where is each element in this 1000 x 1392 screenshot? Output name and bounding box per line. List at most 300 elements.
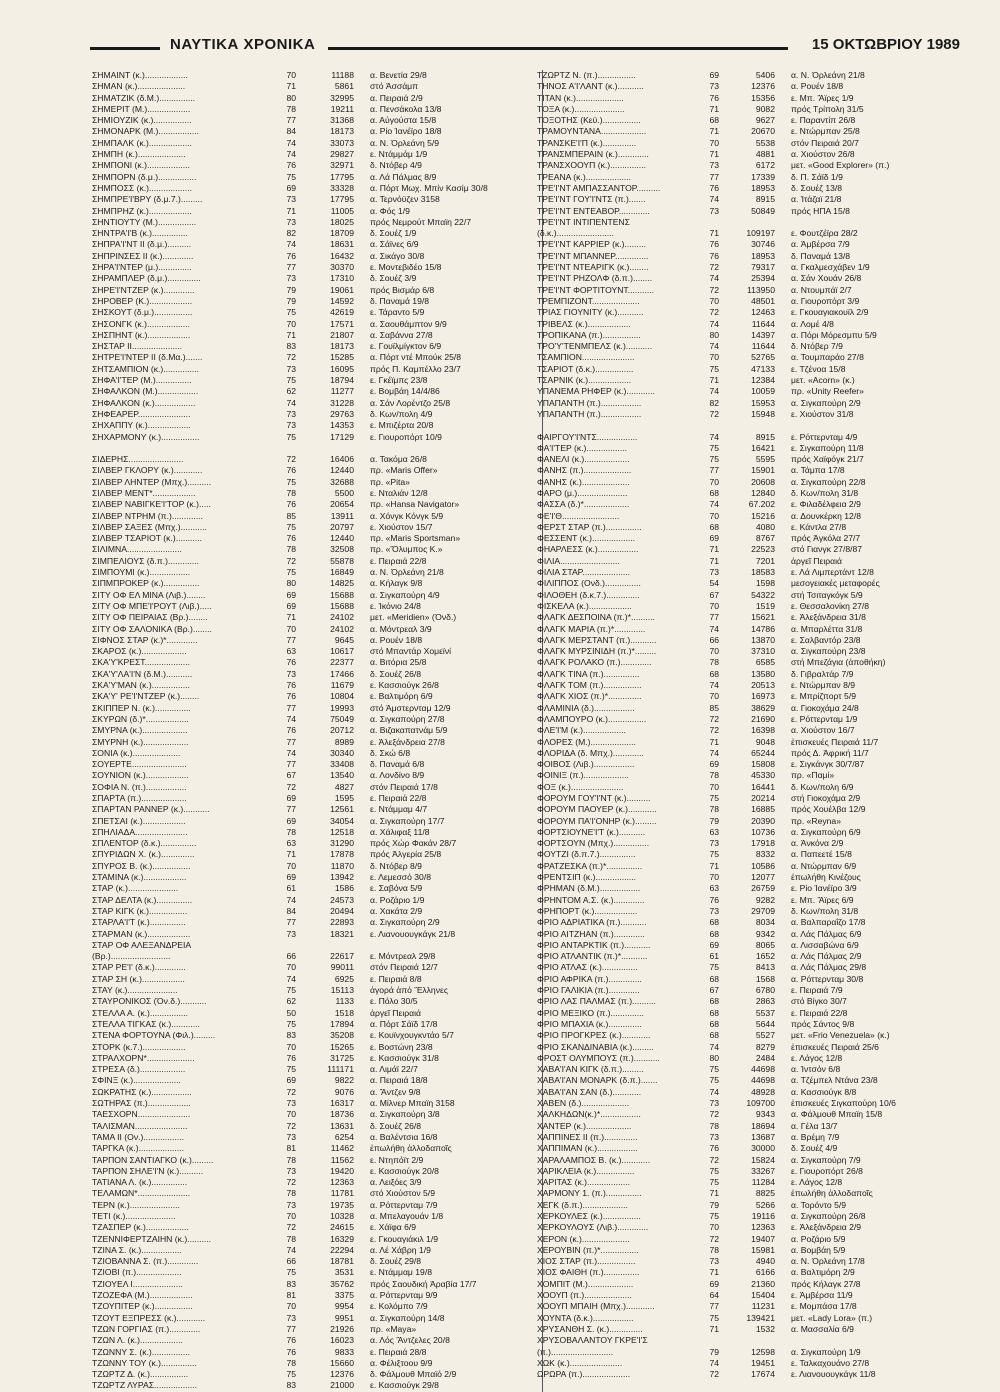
tonnage	[296, 940, 354, 951]
ship-name: ΦΟΡΟΥΜ ΠΑΟΥΕΡ (κ.)............	[537, 804, 657, 815]
ship-position: α. Βαλτιμόρη 2/9	[791, 1267, 855, 1278]
ship-position: ἐπισκευές Σιγκαπούρη 10/6	[791, 1098, 896, 1109]
build-year: 74	[286, 973, 296, 984]
tonnage: 8034	[755, 917, 775, 928]
ship-entry	[92, 1380, 542, 1391]
build-year: 76	[286, 533, 296, 544]
build-year: 74	[709, 194, 719, 205]
ship-position: πρός Ἀγκόλα 27/7	[791, 533, 861, 544]
ship-entry	[92, 206, 542, 217]
build-year: 68	[709, 973, 719, 984]
ship-entry	[92, 1324, 542, 1335]
ship-name: ΣΗΜΠΗ (κ.)....................	[92, 149, 186, 160]
ship-name: ΦΡΑΤΖΕΣΚΑ (π.)*...............	[537, 860, 643, 871]
tonnage: 20513	[751, 680, 775, 691]
ship-name: ΤΑΕΣΧΟΡΝ......................	[92, 1109, 191, 1120]
ship-entry	[537, 601, 957, 612]
ship-position: α. Σάν Χουάν 26/8	[791, 273, 862, 284]
tonnage: 12840	[751, 487, 775, 498]
ship-entry	[92, 1166, 542, 1177]
ship-name: ΣΙΜΠΕΛΙΟΥΣ (δ.π.).............	[92, 555, 200, 566]
ship-name: ΣΤΡΕΣΑ (δ.)...................	[92, 1064, 186, 1075]
ship-name: ΣΗΝΤΙΟΥΤΥ (Μ.)................	[92, 216, 197, 227]
ship-entry	[92, 420, 542, 431]
tonnage: 11562	[330, 1154, 354, 1165]
ship-position: α. Τορόντο 5/9	[791, 1199, 847, 1210]
build-year: 75	[286, 307, 296, 318]
ship-name: ΧΕΡΚΟΥΛΟΥΣ (Λιβ.).............	[537, 1222, 649, 1233]
tonnage: 1598	[755, 578, 775, 589]
ship-position: δ. Ντόβερ 7/9	[791, 341, 843, 352]
ship-name: ΧΑΒΑ'Ι'ΑΝ ΜΟΝΑΡΚ (δ.π.).......	[537, 1075, 658, 1086]
ship-entry	[537, 895, 957, 906]
ship-entry	[537, 296, 957, 307]
ship-position: ε. Λιανουουγκάγκ 21/8	[370, 928, 456, 939]
tonnage: 9342	[755, 928, 775, 939]
ship-position: ε. Φουτζέϊρα 28/2	[791, 228, 858, 239]
tonnage: 17795	[330, 171, 354, 182]
ship-name: ΤΣΑΡΝΙΚ (κ.)..................	[537, 375, 632, 386]
build-year: 70	[709, 510, 719, 521]
build-year: 75	[286, 171, 296, 182]
ship-position: δ. Φάλμουθ Μπαϊό 2/9	[370, 1369, 457, 1380]
tonnage: 24102	[330, 612, 354, 623]
ship-position: ε. Ρόττερνταμ 4/9	[791, 431, 858, 442]
ship-position: α. Λάς Πάλμας 29/8	[791, 962, 867, 973]
tonnage: 8825	[755, 1188, 775, 1199]
build-year: 68	[709, 487, 719, 498]
ship-position: δ. Κων/πολη 6/9	[791, 781, 854, 792]
tonnage: 19451	[751, 1357, 775, 1368]
build-year: 82	[709, 397, 719, 408]
tonnage: 11644	[751, 341, 775, 352]
ship-entry	[537, 138, 957, 149]
ship-name: ΣΠΥΡΟΣ Β. (κ.)................	[92, 860, 191, 871]
tonnage: 10617	[330, 646, 354, 657]
ship-position: μετ. «Meridien» (Ὀνδ.)	[370, 612, 457, 623]
build-year: 72	[709, 713, 719, 724]
tonnage: 5644	[755, 1018, 775, 1029]
ship-name: ΣΙΤΥ ΟΦ ΠΕΙΡΑΙΑΣ (Βρ.)........	[92, 612, 208, 623]
ship-position: α. Πειραιά 18/8	[370, 1075, 428, 1086]
tonnage: 75049	[330, 713, 354, 724]
ship-entry	[537, 239, 957, 250]
ship-position: δ. Ντόβερ 4/9	[370, 160, 422, 171]
tonnage: 1518	[334, 1007, 354, 1018]
ship-position: πρ. «Παμί»	[791, 770, 835, 781]
tonnage: 12077	[751, 872, 775, 883]
build-year: 80	[286, 92, 296, 103]
ship-entry	[92, 1132, 542, 1143]
ship-name: ΣΗΤΣΑΜΠΙΟΝ (κ.)...............	[92, 363, 200, 374]
ship-name: ΣΤΑΡ ΔΕΛΤΑ (κ.)...............	[92, 894, 193, 905]
ship-name: ΤΟΞΟΤΗΣ (Κεϋ.)................	[537, 115, 641, 126]
ship-position: α. Λιμάϊ 22/7	[370, 1064, 418, 1075]
ship-position: ε. Μπ. Ἄϊρες 6/9	[791, 894, 854, 905]
ship-entry	[92, 1301, 542, 1312]
ship-position: α. Ν. Ὀρλεάνη 17/8	[791, 1256, 865, 1267]
build-year: 70	[709, 476, 719, 487]
ship-position: ἀργεῖ Πειραιά	[791, 555, 842, 566]
ship-position: ε. Λιανουουγκάγκ 11/8	[791, 1369, 876, 1380]
ship-name: ΣΗΜΑΤΖΙΚ (δ.Μ.)...............	[92, 92, 196, 103]
build-year: 78	[286, 487, 296, 498]
ship-position	[775, 1335, 957, 1346]
ship-name: ΧΑΡΙΤΑΣ (κ.)..................	[537, 1177, 631, 1188]
ship-position: ε. Ἀλεξάνδρεια 27/8	[370, 736, 445, 747]
tonnage: 5406	[755, 70, 775, 80]
tonnage: 99011	[330, 962, 354, 973]
tonnage: 15901	[751, 465, 775, 476]
ship-name: ΣΙΤΥ ΟΦ ΕΛ ΜΙΝΑ (Λιβ.)........	[92, 589, 206, 600]
build-year: 78	[709, 657, 719, 668]
ship-entry	[92, 273, 542, 284]
ship-entry	[537, 409, 957, 420]
build-year: 73	[709, 1098, 719, 1109]
tonnage: 31725	[330, 1052, 354, 1063]
ship-name: ΦΛΑΜΙΝΙΑ (δ.).................	[537, 702, 635, 713]
ship-position: πρός Χώρ Φακάν 28/7	[370, 838, 457, 849]
ship-name: ΤΑΡΓΚΑ (κ.)...................	[92, 1143, 184, 1154]
build-year: 76	[709, 894, 719, 905]
ship-position: α. Ροζάριο 5/9	[791, 1233, 846, 1244]
ship-entry	[92, 680, 542, 691]
ship-name: ΣΙΔΕΡΗΣ.......................	[92, 454, 184, 465]
ship-position: α. Λειξόες 3/9	[370, 1177, 422, 1188]
build-year: 78	[286, 1154, 296, 1165]
tonnage: 21807	[330, 329, 354, 340]
tonnage: 22617	[330, 951, 354, 962]
ship-name: ΦΟΙΝΙΞ (π.)...................	[537, 770, 629, 781]
ship-entry	[92, 985, 542, 996]
ship-name: ΦΑ'Ι'ΤΕΡ (κ.).................	[537, 442, 627, 453]
ship-position: α. Πόρι Μόρεσμπυ 5/9	[791, 329, 877, 340]
ship-entry	[92, 375, 542, 386]
ship-name: ΦΛΑΓΚ ΜΑΡΙΑ (π.)*.............	[537, 623, 646, 634]
tonnage: 65244	[751, 747, 775, 758]
ship-name: ΣΗΜΟΝΑΡΚ (Μ.).................	[92, 126, 200, 137]
ship-entry	[537, 748, 957, 759]
ship-position: ε. Πειραιά 22/8	[370, 793, 427, 803]
tonnage: 33267	[751, 1165, 775, 1176]
ship-name: ΣΠΑΡΤΑ (π.)...................	[92, 793, 187, 803]
build-year: 74	[709, 1041, 719, 1052]
ship-name: ΣΙΛΒΕΡ ΣΑΞΕΣ (Μπχ.)...........	[92, 521, 207, 532]
ship-name: ΣΗΠΡΙΝΣΕΣ ΙΙ (κ.).............	[92, 250, 194, 261]
build-year: 78	[286, 826, 296, 837]
tonnage: 9343	[755, 1109, 775, 1120]
ship-position: μετ. «Frio Venezuela» (κ.)	[791, 1030, 890, 1041]
ship-name	[537, 420, 687, 431]
ship-position: α. Σιγκαπούρη 14/8	[370, 1312, 445, 1323]
tonnage: 32508	[330, 544, 354, 555]
ship-entry	[92, 409, 542, 420]
tonnage: 1133	[335, 996, 354, 1007]
ship-position: δ. Σουέζ 3/9	[370, 273, 417, 284]
ship-position: πρός Σάντος 9/8	[791, 1018, 855, 1029]
ship-position: ε. Γιουροπόρτ 26/8	[791, 1165, 863, 1176]
ship-entry	[92, 172, 542, 183]
tonnage: 15621	[751, 612, 775, 623]
ship-name: ΦΡΙΟ ΓΑΛΙΚΙΑ (π.).............	[537, 985, 640, 996]
ship-entry	[537, 827, 957, 838]
tonnage: 18953	[751, 250, 775, 261]
ship-name: ΦΛΟΡΕΣ (Μ.)...................	[537, 736, 636, 747]
ship-name: ΣΤΑΡ (κ.).....................	[92, 883, 179, 894]
build-year: 73	[709, 838, 719, 849]
tonnage: 16421	[751, 442, 775, 453]
tonnage: 19420	[330, 1165, 354, 1176]
ship-name: ΣΚΥΡΩΝ (δ.)*..................	[92, 713, 189, 724]
build-year: 70	[709, 1222, 719, 1233]
ship-entry	[537, 612, 957, 623]
ship-position: α. Πειραιά 2/9	[370, 92, 423, 103]
build-year: 74	[709, 623, 719, 634]
ship-name: ΤΑΤΙΑΝΑ Λ. (κ.)...............	[92, 1177, 188, 1188]
ship-entry	[92, 194, 542, 205]
ship-position: δ. Π. Σάϊδ 1/9	[791, 171, 843, 182]
ship-entry	[92, 70, 542, 81]
tonnage: 30000	[751, 1143, 775, 1154]
ship-position: στό Μπαντάρ Χομεϊνί	[370, 646, 452, 657]
tonnage: 11188	[331, 70, 354, 80]
ship-entry	[537, 465, 957, 476]
ship-position: μετ. «Αcorn» (κ.)	[791, 375, 855, 386]
build-year: 75	[709, 442, 719, 453]
ship-name: ΤΖΟΥΤ ΕΞΠΡΕΣΣ (κ.)............	[92, 1312, 206, 1323]
ship-entry	[537, 285, 957, 296]
build-year: 77	[286, 115, 296, 126]
ship-position: α. Πόρτ Σάϊδ 17/8	[370, 1018, 438, 1029]
ship-position: δ. Σουέζ 1/9	[370, 228, 417, 239]
ship-name: ΤΖΩΝ Λ. (κ.)..................	[92, 1335, 183, 1346]
tonnage: 4940	[755, 1256, 775, 1267]
ship-entry	[537, 624, 957, 635]
build-year: 70	[286, 1041, 296, 1052]
build-year: 74	[286, 894, 296, 905]
ship-entry	[537, 307, 957, 318]
ship-name: ΤΑΛΙΣΜΑΝ......................	[92, 1120, 188, 1131]
ship-position: ἐπωλήθη ἀλλοδαποῖς	[791, 1188, 873, 1199]
tonnage: 18953	[751, 182, 775, 193]
ship-entry	[537, 906, 957, 917]
ship-name: ΣΙΛΒΕΡ ΝΤΡΗΜ (π.).............	[92, 510, 203, 521]
build-year: 72	[286, 352, 296, 363]
ship-entry	[92, 296, 542, 307]
build-year: 75	[709, 1064, 719, 1075]
build-year: 68	[709, 668, 719, 679]
ship-position: ε. Μπρίζπορτ 5/9	[791, 691, 857, 702]
ship-name: ΦΡΙΟ ΜΕΞΙΚΟ (π.)..............	[537, 1007, 644, 1018]
ship-name: ΦΛΑΓΚ ΡΟΛΑΚΟ (π.).............	[537, 657, 652, 668]
ship-name: (π.)..........................	[537, 1346, 614, 1357]
build-year: 68	[709, 928, 719, 939]
ship-position: α. Ν. Ὀρλεάνη 5/9	[370, 137, 440, 148]
ship-position: ε. Σιγκαπούρη 11/8	[791, 442, 864, 453]
tonnage: 15265	[330, 1041, 354, 1052]
ship-entry	[92, 816, 542, 827]
tonnage: 17878	[330, 849, 354, 860]
tonnage: 31228	[330, 397, 354, 408]
ship-entry	[537, 985, 957, 996]
ship-entry	[92, 386, 542, 397]
tonnage: 8279	[755, 1041, 775, 1052]
ship-name: ΦΡΙΟ ΛΑΣ ΠΑΛΜΑΣ (π.)..........	[537, 996, 656, 1007]
ship-position: στή Μπεζάγια (ἀποθήκη)	[791, 657, 886, 668]
build-year: 75	[286, 567, 296, 578]
build-year	[260, 443, 296, 454]
ship-name: ΣΟΥΕΡΤΕ.......................	[92, 759, 187, 770]
ship-entry	[537, 929, 957, 940]
ship-name: ΣΗΜΕΡΙΤ (Μ.)..................	[92, 103, 191, 114]
ship-entry	[92, 138, 542, 149]
ship-name: ΣΙΛΒΕΡ ΛΗΝΤΕΡ (Μπχ.)..........	[92, 476, 212, 487]
ship-entry	[537, 1279, 957, 1290]
build-year: 71	[709, 1323, 719, 1334]
build-year: 74	[709, 273, 719, 284]
ship-entry	[92, 759, 542, 770]
ship-name: ΧΕΡΟΝ (κ.)....................	[537, 1233, 630, 1244]
tonnage: 14786	[751, 623, 775, 634]
build-year: 78	[709, 1120, 719, 1131]
ship-position: ε. Γουϊλμίγκτον 6/9	[370, 341, 442, 352]
tonnage: 11644	[751, 318, 775, 329]
ship-position: ε. Κασσιούγκ 26/8	[370, 680, 439, 691]
build-year: 77	[286, 917, 296, 928]
tonnage: 22893	[330, 917, 354, 928]
tonnage: 17918	[751, 838, 775, 849]
build-year: 70	[286, 1210, 296, 1221]
tonnage: 11781	[330, 1188, 354, 1199]
tonnage: 2484	[755, 1052, 775, 1063]
tonnage	[719, 420, 775, 431]
build-year: 74	[286, 137, 296, 148]
ship-position: α. Σαουθάμπτον 9/9	[370, 318, 447, 329]
tonnage: 14825	[330, 578, 354, 589]
ship-name: ΤΑΜΑ ΙΙ (Ον.).................	[92, 1131, 184, 1142]
tonnage: 111171	[327, 1064, 354, 1075]
ship-position: πρ. «Reyna»	[791, 815, 841, 826]
tonnage: 12463	[751, 307, 775, 318]
ship-position: α. Πενσάκολα 13/8	[370, 103, 442, 114]
build-year: 68	[709, 1018, 719, 1029]
ship-name: ΤΡΑΝΣΜΠΕΡΑΙΝ (κ.).............	[537, 149, 649, 160]
tonnage: 9822	[334, 1075, 354, 1086]
build-year: 71	[709, 126, 719, 137]
ship-name: ΤΖΩΡΤΖ Ν. (π.)................	[537, 70, 636, 80]
tonnage: 19061	[330, 284, 354, 295]
build-year: 76	[286, 657, 296, 668]
tonnage: 32688	[330, 476, 354, 487]
build-year: 74	[286, 149, 296, 160]
ship-name: (Βρ.).........................	[92, 951, 171, 962]
ship-position: μεσογειακές μεταφορές	[791, 578, 880, 589]
ship-position: α. Σαβάννα 27/8	[370, 329, 433, 340]
tonnage	[719, 217, 775, 228]
build-year: 78	[286, 1357, 296, 1368]
ship-name: ΧΑΠΠΙΜΑΝ (κ.).................	[537, 1143, 638, 1154]
build-year: 76	[286, 1335, 296, 1346]
ship-name: ΤΖΩΡΤΖ ΛΥΡΑΣ..................	[92, 1380, 198, 1391]
tonnage: 37310	[751, 646, 775, 657]
ship-name: ΣΟΝΙΑ (κ.)....................	[92, 747, 181, 758]
tonnage: 29763	[330, 408, 354, 419]
ship-name: ΦΙΣΚΕΛΑ (κ.)..................	[537, 600, 632, 611]
ship-name: ΣΤΟΡΚ (κ.7.)..................	[92, 1041, 186, 1052]
ship-name: ΤΖΑΣΠΕΡ (κ.)..................	[92, 1222, 189, 1233]
build-year: 73	[286, 668, 296, 679]
ship-position: ε. Πειραιά 8/8	[370, 973, 422, 984]
ship-position: ἐπισκευές Πειραιά 25/6	[791, 1041, 879, 1052]
ship-position: ε. Ντάμμάμ 1/9	[370, 149, 428, 160]
build-year: 78	[709, 770, 719, 781]
tonnage: 19407	[751, 1233, 775, 1244]
ship-entry	[92, 624, 542, 635]
ship-name: ΤΡΙΑΣ ΓΙΟΥΝΙΤΥ (κ.)...........	[537, 307, 644, 318]
ship-position: α. Λονδίνο 8/9	[370, 770, 425, 781]
tonnage: 5595	[755, 454, 775, 465]
ship-name: ΤΡΟΠΙΚΑΝΑ (π.)................	[537, 329, 641, 340]
tonnage: 8767	[755, 533, 775, 544]
ship-name: ΦΑΝΗΣ (κ.)....................	[537, 476, 630, 487]
build-year: 68	[709, 521, 719, 532]
tonnage: 21000	[330, 1380, 354, 1391]
ship-position: ε. Χιούστον 15/7	[370, 521, 433, 532]
ship-position: ἀργεῖ Πειραιά	[370, 1007, 421, 1018]
build-year: 75	[709, 1312, 719, 1323]
tonnage: 79317	[751, 262, 775, 273]
tonnage: 1519	[755, 600, 775, 611]
ship-position: πρός Κήλαγκ 27/8	[791, 1278, 861, 1289]
ship-name: ΦΙΛΙΠΠΟΣ (Ονδ.)...............	[537, 578, 641, 589]
ship-position: α. Ἀνκόνα 2/9	[791, 838, 844, 849]
tonnage: 8065	[755, 939, 775, 950]
ship-position: α. Σιγκαπούρη 4/9	[370, 589, 440, 600]
tonnage: 15948	[751, 408, 775, 419]
ship-name: ΣΚΑ'Υ'ΜΑΝ (κ.)................	[92, 680, 190, 691]
build-year: 67	[286, 770, 296, 781]
ship-position: α. Σιγκαπούρη 1/9	[791, 1346, 861, 1357]
tonnage: 12518	[330, 826, 354, 837]
ship-name: ΣΤΕΛΛΑ ΤΙΓΚΑΣ (κ.)............	[92, 1018, 200, 1029]
ship-name: ΣΠΛΕΝΤΟΡ (δ.κ.)...............	[92, 838, 197, 849]
ship-name: ΣΤΕΛΛΑ Α. (κ.)................	[92, 1007, 189, 1018]
ship-entry	[537, 454, 957, 465]
ship-position: α. Αὐγούστα 15/8	[370, 115, 437, 126]
build-year: 79	[709, 1199, 719, 1210]
ship-name: ΦΡΟΣΤ ΟΛΥΜΠΟΥΣ (π.)...........	[537, 1052, 660, 1063]
tonnage: 3375	[334, 1290, 354, 1301]
ship-position: ε. Λεμεσσό 30/8	[370, 872, 431, 883]
ship-entry	[537, 522, 957, 533]
ship-entry	[92, 1155, 542, 1166]
ship-position: α. Ντουμπάϊ 2/7	[791, 284, 852, 295]
ship-name: ΣΙΛΒΕΡ ΤΣΑΡΙΟΤ (κ.)...........	[92, 533, 202, 544]
ship-entry	[537, 149, 957, 160]
tonnage: 11462	[330, 1143, 354, 1154]
tonnage: 52765	[751, 352, 775, 363]
build-year: 69	[709, 70, 719, 80]
ship-position: δ. Ντόβερ 8/9	[370, 860, 422, 871]
ship-entry	[537, 793, 957, 804]
tonnage: 4881	[755, 149, 775, 160]
ship-name: ΦΟΥΤΖΙ (δ.π.7.)...............	[537, 849, 636, 860]
build-year: 70	[286, 860, 296, 871]
ship-position: α. Ντώρμπαν 6/9	[791, 860, 857, 871]
ship-name: ΧΑΠΠΙΝΕΣ ΙΙ (π.)..............	[537, 1131, 638, 1142]
build-year: 70	[709, 872, 719, 883]
ship-entry	[537, 725, 957, 736]
